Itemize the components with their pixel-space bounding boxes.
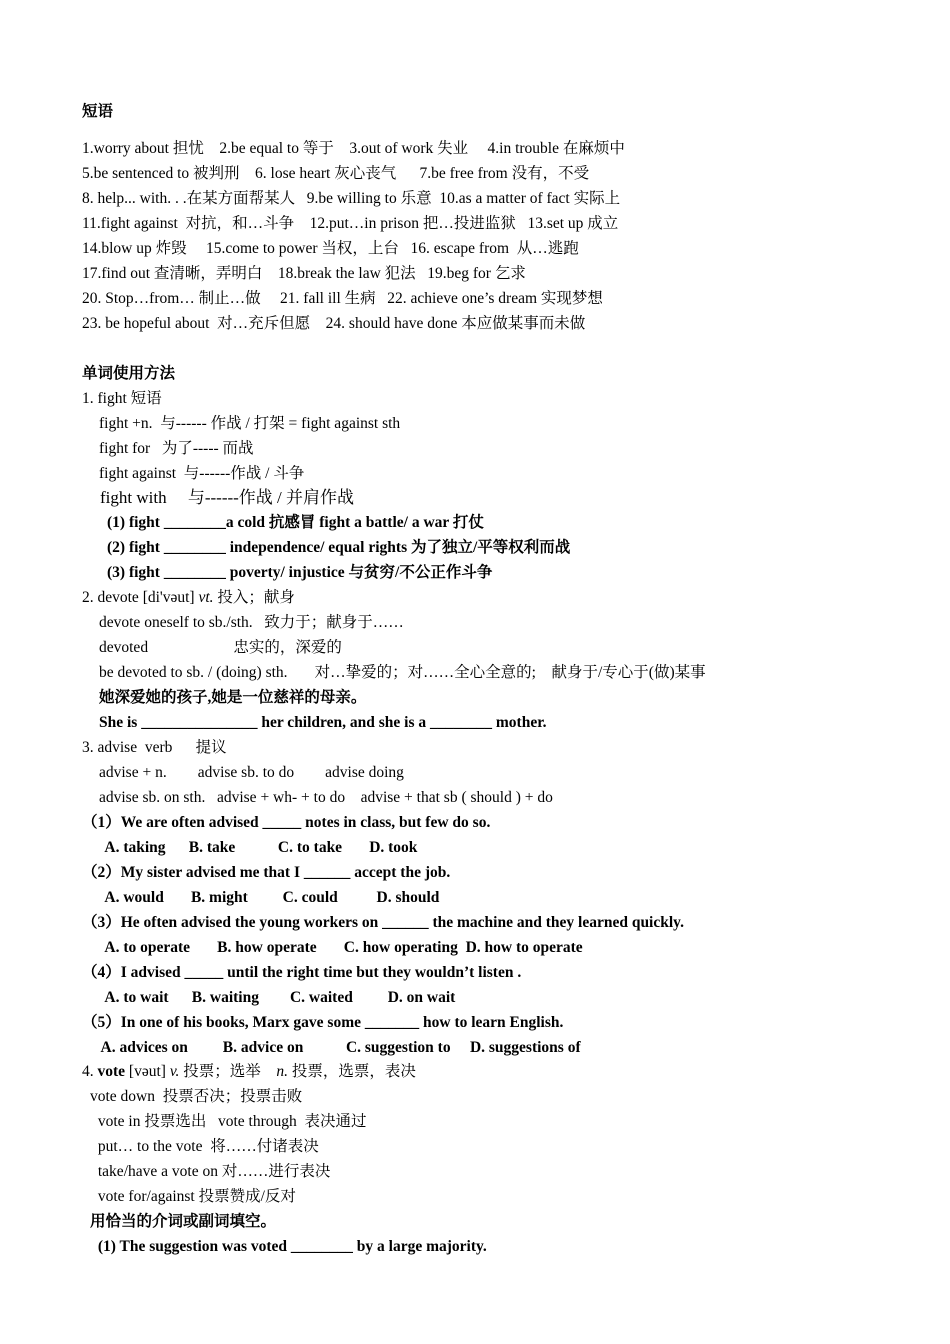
advise-options: A. advices on B. advice on C. suggestion to D. suggestions of bbox=[82, 1039, 581, 1056]
vote-head-ipa: [vəut] bbox=[125, 1063, 170, 1080]
vote-head-meaning-verb: 投票；选举 bbox=[179, 1063, 277, 1080]
usage-title: 单词使用方法 bbox=[82, 365, 176, 382]
vote-head-meaning-noun: 投票，选票，表决 bbox=[287, 1063, 416, 1080]
advise-question: （5）In one of his books, Marx gave some _______ how to learn English. bbox=[82, 1014, 564, 1031]
devote-en-sentence: She is _______________ her children, and she is a ________ mother. bbox=[99, 714, 547, 731]
devote-head-text: 2. devote [di'vəut] bbox=[82, 589, 199, 606]
vote-head-word: vote bbox=[97, 1063, 126, 1080]
vote-usage-line: vote for/against 投票赞成/反对 bbox=[94, 1188, 296, 1205]
phrases-title: 短语 bbox=[82, 103, 114, 120]
phrase-line: 5.be sentenced to 被判刑 6. lose heart 灰心丧气 7.be free from 没有，不受 bbox=[82, 165, 590, 182]
fight-usage-line: fight +n. 与------ 作战 / 打架 = fight against sth bbox=[99, 415, 401, 432]
devote-head-meaning: 投入；献身 bbox=[213, 589, 295, 606]
advise-options: A. would B. might C. could D. should bbox=[82, 889, 440, 906]
fight-heading: 1. fight 短语 bbox=[82, 390, 162, 407]
phrase-line: 23. be hopeful about 对…充斥但愿 24. should have done 本应做某事而未做 bbox=[82, 315, 586, 332]
devote-cn-sentence: 她深爱她的孩子,她是一位慈祥的母亲。 bbox=[99, 689, 367, 706]
vote-heading bbox=[82, 1062, 416, 1082]
fight-usage-line: fight with 与------作战 / 并肩作战 bbox=[100, 488, 355, 507]
vote-head-num: 4. bbox=[82, 1063, 98, 1080]
vote-usage-line: put… to the vote 将……付诸表决 bbox=[94, 1138, 319, 1155]
advise-question: （3）He often advised the young workers on ______ the machine and they learned quickly. bbox=[82, 914, 684, 931]
phrase-line: 17.find out 查清晰，弄明白 18.break the law 犯法 19.beg for 乞求 bbox=[82, 265, 526, 282]
phrase-line: 1.worry about 担忧 2.be equal to 等于 3.out of work 失业 4.in trouble 在麻烦中 bbox=[82, 140, 625, 157]
advise-usage-line: advise + n. advise sb. to do advise doing bbox=[99, 764, 404, 781]
devote-heading bbox=[82, 588, 295, 608]
fight-usage-line: fight for 为了----- 而战 bbox=[99, 440, 254, 457]
vote-head-pos-verb: v. bbox=[169, 1063, 180, 1080]
advise-question: （4）I advised _____ until the right time but they wouldn’t listen . bbox=[82, 964, 522, 981]
devote-usage-line: devote oneself to sb./sth. 致力于；献身于…… bbox=[99, 614, 404, 631]
fight-exercise: (2) fight ________ independence/ equal rights 为了独立/平等权利而战 bbox=[107, 539, 571, 556]
vote-cn-instruction: 用恰当的介词或副词填空。 bbox=[90, 1213, 277, 1230]
advise-options: A. taking B. take C. to take D. took bbox=[82, 839, 418, 856]
advise-options: A. to operate B. how operate C. how operating D. how to operate bbox=[82, 939, 583, 956]
phrase-line: 8. help... with. . .在某方面帮某人 9.be willing to 乐意 10.as a matter of fact 实际上 bbox=[82, 190, 621, 207]
advise-options: A. to wait B. waiting C. waited D. on wait bbox=[82, 989, 456, 1006]
fight-exercise: (3) fight ________ poverty/ injustice 与贫穷/不公正作斗争 bbox=[107, 564, 493, 581]
phrase-line: 20. Stop…from… 制止…做 21. fall ill 生病 22. achieve one’s dream 实现梦想 bbox=[82, 290, 603, 307]
vote-usage-line: take/have a vote on 对……进行表决 bbox=[94, 1163, 331, 1180]
fight-usage-line: fight against 与------作战 / 斗争 bbox=[99, 465, 305, 482]
advise-question: （2）My sister advised me that I ______ accept the job. bbox=[82, 864, 451, 881]
devote-head-pos: vt. bbox=[198, 589, 214, 606]
advise-heading: 3. advise verb 提议 bbox=[82, 739, 227, 756]
phrase-line: 14.blow up 炸毁 15.come to power 当权，上台 16. escape from 从…逃跑 bbox=[82, 240, 579, 257]
vote-usage-line: vote down 投票否决；投票击败 bbox=[90, 1088, 303, 1105]
devote-usage-line: be devoted to sb. / (doing) sth. 对…挚爱的；对……全心全意的; 献身于/专心于(做)某事 bbox=[99, 664, 706, 681]
advise-usage-line: advise sb. on sth. advise + wh- + to do advise + that sb ( should ) + do bbox=[99, 789, 553, 806]
vote-exercise: (1) The suggestion was voted ________ by a large majority. bbox=[94, 1238, 487, 1255]
vote-head-pos-noun: n. bbox=[276, 1063, 288, 1080]
advise-question: （1）We are often advised _____ notes in class, but few do so. bbox=[82, 814, 491, 831]
vote-usage-line: vote in 投票选出 vote through 表决通过 bbox=[94, 1113, 367, 1130]
fight-exercise: (1) fight ________a cold 抗感冒 fight a battle/ a war 打仗 bbox=[107, 514, 484, 531]
phrase-line: 11.fight against 对抗，和…斗争 12.put…in prison 把…投进监狱 13.set up 成立 bbox=[82, 215, 619, 232]
devote-usage-line: devoted 忠实的，深爱的 bbox=[99, 639, 342, 656]
